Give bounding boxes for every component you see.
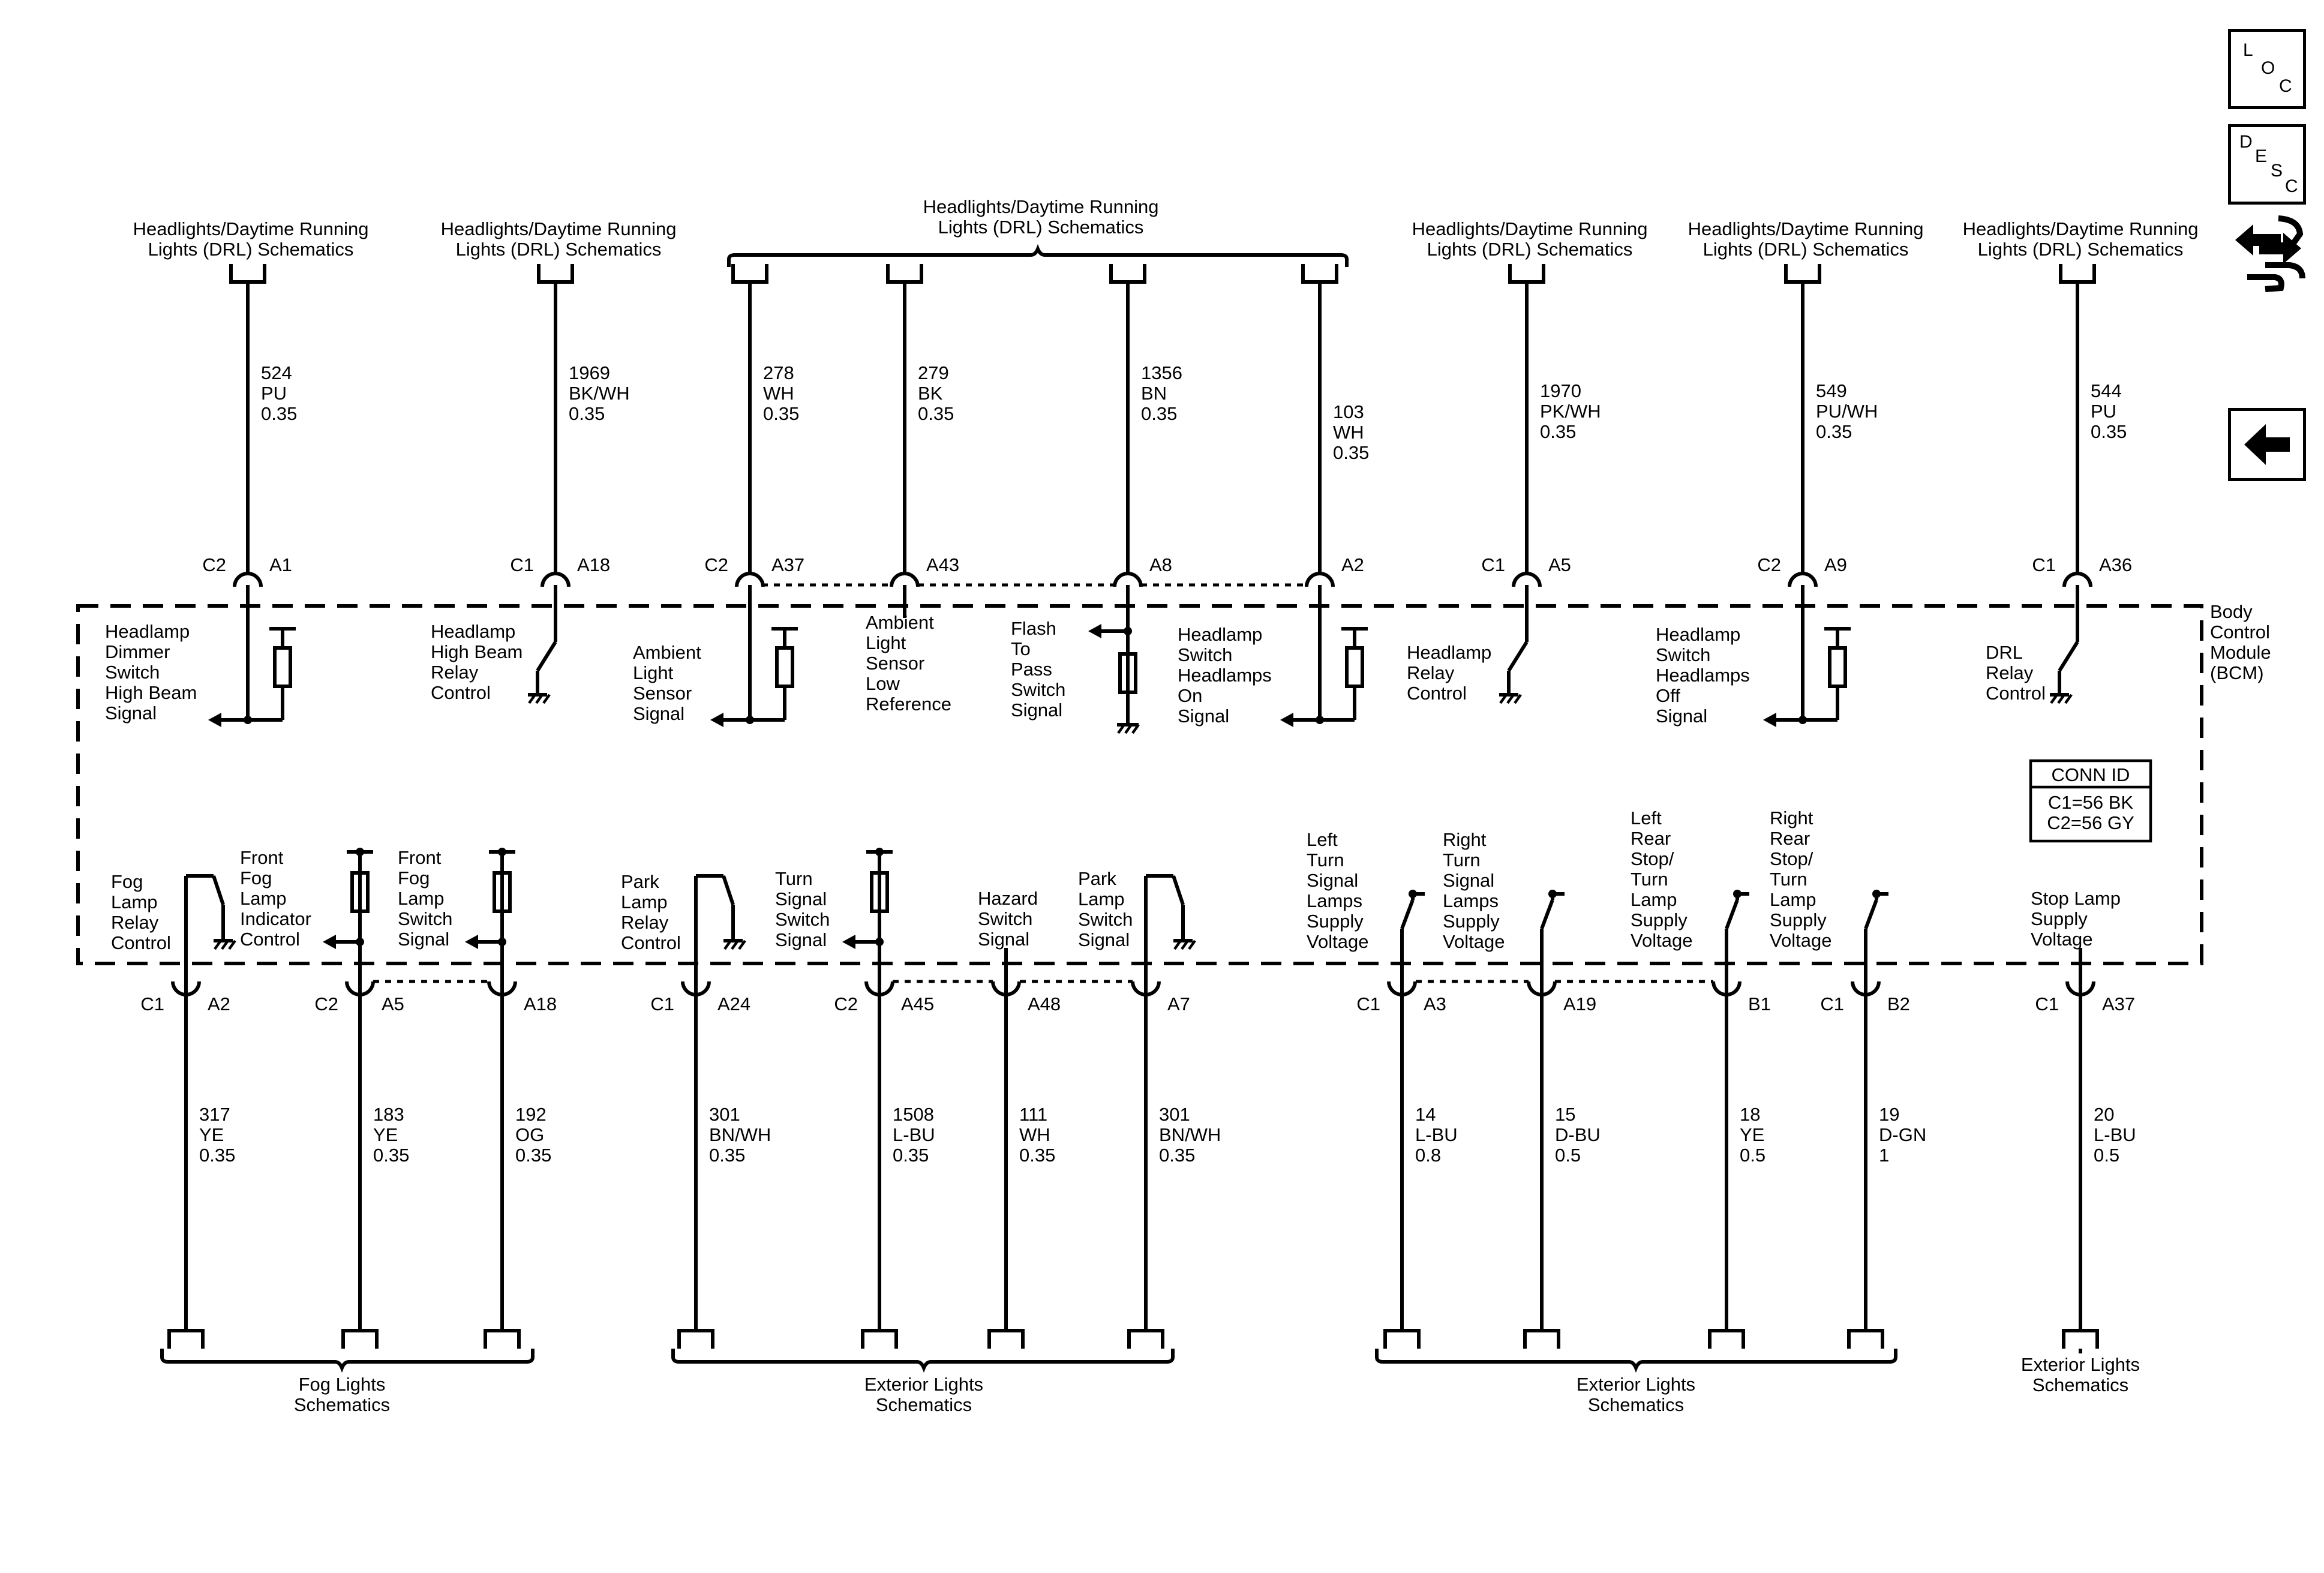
function-label: Lamp (111, 891, 158, 912)
function-label: Switch (1178, 644, 1233, 665)
wire-color: WH (1019, 1124, 1050, 1145)
circuit-number: 278 (763, 362, 794, 383)
wire-gauge: 0.35 (1159, 1145, 1196, 1166)
input-arrow (710, 713, 723, 727)
function-label: Voltage (1307, 931, 1369, 952)
connector-id: C2 (704, 554, 728, 575)
wire-gauge: 0.35 (1141, 403, 1178, 424)
function-label: Lamp (621, 891, 668, 912)
wire-gauge: 0.5 (1555, 1145, 1581, 1166)
function-label: Lamp (240, 888, 287, 909)
bottom-group-brace (1377, 1349, 1896, 1368)
function-label: Signal (1178, 706, 1230, 727)
section-title: Headlights/Daytime Running (923, 196, 1159, 217)
bottom-terminal (1849, 1331, 1882, 1349)
function-label: Signal (775, 888, 827, 909)
wire-color: PU (261, 383, 287, 404)
function-label: Lamp (1770, 889, 1816, 910)
function-label: Control (1407, 683, 1467, 704)
section-title: Headlights/Daytime Running (1412, 218, 1648, 239)
function-label: Off (1656, 685, 1680, 706)
section-title: Lights (DRL) Schematics (1427, 239, 1633, 260)
top-connector (1514, 574, 1540, 587)
function-label: Headlamp (1656, 624, 1741, 645)
loc-letter-o: O (2261, 58, 2275, 78)
function-label: Ambient (633, 642, 701, 663)
function-label: Left (1631, 807, 1662, 828)
function-label: Hazard (978, 888, 1038, 909)
top-connector (1115, 574, 1141, 587)
module-name: Body (2210, 601, 2253, 622)
pin-id: A18 (524, 993, 557, 1014)
top-terminal (2061, 264, 2094, 282)
wire-color: BN/WH (1159, 1124, 1221, 1145)
switch-blade (1727, 900, 1737, 929)
pin-id: B2 (1887, 993, 1910, 1014)
top-connector (737, 574, 763, 587)
bottom-terminal (1129, 1331, 1163, 1349)
wire-color: BN (1141, 383, 1167, 404)
circuit-number: 301 (1159, 1104, 1190, 1125)
function-label: Low (866, 673, 900, 694)
pin-id: A45 (901, 993, 935, 1014)
resistor (1830, 648, 1845, 686)
wire-gauge: 0.35 (2091, 421, 2127, 442)
function-label: Rear (1770, 828, 1810, 849)
function-label: Headlamps (1178, 665, 1272, 686)
location-button[interactable] (2228, 29, 2306, 109)
wire-gauge: 0.35 (1540, 421, 1577, 442)
bottom-group-brace (673, 1349, 1173, 1368)
function-label: Relay (111, 912, 159, 933)
function-label: Supply (1770, 909, 1827, 930)
top-terminal (888, 264, 921, 282)
input-arrow (1763, 713, 1776, 727)
function-label: Signal (1443, 870, 1495, 891)
function-label: Control (111, 932, 171, 953)
function-label: Headlamp (105, 621, 190, 642)
function-label: Stop/ (1631, 848, 1674, 869)
section-title: Lights (DRL) Schematics (1977, 239, 2184, 260)
function-label: Control (1986, 683, 2046, 704)
connector-id: C1 (510, 554, 534, 575)
function-label: Fog (111, 871, 143, 892)
circuit-number: 1970 (1540, 380, 1581, 401)
pin-id: A2 (1341, 554, 1364, 575)
bottom-terminal (679, 1331, 713, 1349)
function-label: Turn (1443, 849, 1481, 870)
function-label: Lamp (1078, 888, 1125, 909)
function-label: Left (1307, 829, 1338, 850)
input-arrow (1280, 713, 1293, 727)
function-label: High Beam (431, 641, 523, 662)
section-title: Lights (DRL) Schematics (938, 217, 1144, 238)
top-connector (891, 574, 918, 587)
top-terminal (1111, 264, 1145, 282)
function-label: To (1011, 638, 1031, 659)
pin-id: A19 (1563, 993, 1597, 1014)
connector-id: C1 (140, 993, 164, 1014)
circuit-number: 14 (1415, 1104, 1436, 1125)
switch-blade (1866, 900, 1876, 929)
function-label: Signal (398, 929, 450, 950)
circuit-number: 15 (1555, 1104, 1576, 1125)
group-title: Schematics (2032, 1374, 2129, 1395)
top-terminal (1303, 264, 1337, 282)
circuit-number: 544 (2091, 380, 2122, 401)
function-label: Voltage (1443, 931, 1505, 952)
wire-gauge: 0.35 (199, 1145, 236, 1166)
bcm-module (78, 606, 2202, 963)
function-label: Lamps (1443, 890, 1499, 911)
function-label: Supply (2031, 908, 2088, 929)
function-label: Signal (1011, 700, 1063, 721)
circuit-number: 549 (1816, 380, 1847, 401)
description-button[interactable] (2228, 124, 2306, 205)
function-label: Signal (1078, 929, 1130, 950)
function-label: Front (398, 847, 442, 868)
function-label: Lamp (398, 888, 445, 909)
function-label: Signal (1656, 706, 1708, 727)
function-label: Light (866, 632, 906, 653)
group-title: Fog Lights (298, 1374, 386, 1395)
wire-color: L-BU (1415, 1124, 1458, 1145)
module-name: Control (2210, 622, 2270, 643)
relay-blade (214, 876, 223, 905)
function-label: Voltage (1631, 930, 1693, 951)
function-label: Ambient (866, 612, 934, 633)
function-label: Signal (978, 929, 1030, 950)
wire-color: BK (918, 383, 943, 404)
function-label: Headlamp (1178, 624, 1263, 645)
bottom-terminal (343, 1331, 377, 1349)
function-label: Supply (1307, 911, 1364, 932)
wire-color: WH (1333, 422, 1364, 443)
function-label: Park (1078, 868, 1116, 889)
pin-id: A2 (208, 993, 230, 1014)
top-terminal (231, 264, 265, 282)
switch-blade (538, 642, 556, 671)
top-terminal (539, 264, 572, 282)
function-label: Turn (1770, 869, 1807, 890)
relay-blade (1173, 876, 1183, 905)
function-label: Headlamp (1407, 642, 1492, 663)
function-label: Stop Lamp (2031, 888, 2121, 909)
function-label: Relay (621, 912, 669, 933)
conn-id-c1: C1=56 BK (2047, 792, 2134, 813)
desc-letter-s: S (2271, 161, 2283, 181)
circuit-number: 1969 (569, 362, 610, 383)
connector-id: C1 (1356, 993, 1380, 1014)
top-terminal (1510, 264, 1544, 282)
wire-color: D-GN (1879, 1124, 1927, 1145)
connector-id: C2 (1757, 554, 1781, 575)
function-label: Fog (398, 867, 430, 888)
relay-blade (723, 876, 733, 905)
pin-id: A37 (2102, 993, 2136, 1014)
pin-id: A5 (382, 993, 404, 1014)
connector-icon[interactable] (2223, 211, 2313, 295)
function-label: Voltage (2031, 929, 2093, 950)
function-label: Control (431, 682, 491, 703)
switch-blade (1402, 900, 1413, 929)
function-label: Pass (1011, 659, 1052, 680)
function-label: Fog (240, 867, 272, 888)
section-title: Headlights/Daytime Running (1962, 218, 2199, 239)
wire-color: D-BU (1555, 1124, 1601, 1145)
function-label: Signal (105, 703, 157, 724)
wire-gauge: 0.35 (515, 1145, 552, 1166)
function-label: Front (240, 847, 284, 868)
pin-id: A9 (1824, 554, 1847, 575)
wire-gauge: 0.8 (1415, 1145, 1442, 1166)
circuit-number: 20 (2094, 1104, 2115, 1125)
loc-letter-c: C (2279, 76, 2292, 96)
function-label: On (1178, 685, 1203, 706)
wire-color: YE (373, 1124, 398, 1145)
top-terminal (733, 264, 767, 282)
circuit-number: 18 (1740, 1104, 1761, 1125)
connector-id: C1 (2035, 993, 2059, 1014)
loc-letter-l: L (2243, 40, 2253, 60)
wire-gauge: 1 (1879, 1145, 1890, 1166)
conn-id-c2: C2=56 GY (2047, 812, 2134, 833)
function-label: Turn (1631, 869, 1668, 890)
pin-id: A24 (717, 993, 751, 1014)
wire-color: YE (1740, 1124, 1765, 1145)
top-connector (235, 574, 261, 587)
pin-id: B1 (1748, 993, 1771, 1014)
function-label: Signal (633, 703, 685, 724)
bottom-terminal (485, 1331, 519, 1349)
function-label: Signal (775, 929, 827, 950)
group-title: Schematics (293, 1394, 391, 1415)
desc-letter-c: C (2285, 176, 2298, 196)
wire-color: BK/WH (569, 383, 630, 404)
back-button[interactable] (2228, 408, 2306, 481)
connector-id: C2 (834, 993, 858, 1014)
function-label: Turn (1307, 849, 1344, 870)
input-arrow (1088, 624, 1101, 638)
function-label: Right (1443, 829, 1487, 850)
pin-id: A3 (1424, 993, 1446, 1014)
wire-color: L-BU (893, 1124, 935, 1145)
circuit-number: 19 (1879, 1104, 1900, 1125)
wire-color: PK/WH (1540, 401, 1601, 422)
function-label: Relay (1407, 662, 1455, 683)
switch-blade (2059, 642, 2077, 671)
function-label: Reference (866, 694, 952, 715)
connector-id: C1 (2032, 554, 2056, 575)
circuit-number: 103 (1333, 401, 1364, 422)
top-connector (1307, 574, 1333, 587)
conn-id-title: CONN ID (2051, 764, 2130, 785)
connector-id: C2 (314, 993, 338, 1014)
circuit-number: 524 (261, 362, 292, 383)
bottom-terminal (863, 1331, 896, 1349)
function-label: Switch (978, 908, 1033, 929)
pin-id: A43 (926, 554, 960, 575)
module-border (78, 606, 2202, 963)
circuit-number: 279 (918, 362, 949, 383)
function-label: Signal (1307, 870, 1359, 891)
wire-gauge: 0.5 (2094, 1145, 2120, 1166)
top-connector (542, 574, 569, 587)
switch-blade (1542, 900, 1553, 929)
function-label: High Beam (105, 682, 197, 703)
function-label: Switch (105, 662, 160, 683)
wire-color: YE (199, 1124, 224, 1145)
circuit-number: 111 (1019, 1104, 1048, 1125)
function-label: Supply (1631, 909, 1688, 930)
wire-gauge: 0.5 (1740, 1145, 1766, 1166)
wire-gauge: 0.35 (1816, 421, 1852, 442)
function-label: Lamps (1307, 890, 1363, 911)
function-label: Indicator (240, 908, 311, 929)
function-label: Switch (398, 908, 453, 929)
input-arrow (465, 935, 478, 949)
function-label: Switch (1656, 644, 1711, 665)
function-label: Relay (1986, 662, 2034, 683)
bottom-terminal (1710, 1331, 1743, 1349)
input-arrow (842, 935, 855, 949)
top-group-brace (729, 249, 1347, 267)
switch-blade (1509, 642, 1527, 671)
function-label: Rear (1631, 828, 1671, 849)
bottom-terminal (2064, 1331, 2097, 1349)
input-arrow (323, 935, 336, 949)
function-label: Lamp (1631, 889, 1677, 910)
function-label: DRL (1986, 642, 2023, 663)
function-label: Headlamp (431, 621, 516, 642)
section-title: Lights (DRL) Schematics (148, 239, 354, 260)
function-label: Sensor (633, 683, 692, 704)
section-title: Headlights/Daytime Running (440, 218, 677, 239)
function-label: Sensor (866, 653, 925, 674)
bottom-group-brace (162, 1349, 533, 1368)
wire-gauge: 0.35 (373, 1145, 410, 1166)
function-label: Park (621, 871, 659, 892)
bottom-terminal (169, 1331, 203, 1349)
function-label: Control (240, 929, 300, 950)
resistor (275, 648, 290, 686)
labels (105, 196, 2271, 1415)
connector-id: C1 (650, 993, 674, 1014)
wire-color: PU/WH (1816, 401, 1878, 422)
module-name: (BCM) (2210, 662, 2264, 683)
module-name: Module (2210, 642, 2271, 663)
input-arrow (208, 713, 221, 727)
function-label: Light (633, 662, 674, 683)
bottom-terminal (1525, 1331, 1559, 1349)
function-label: Control (621, 932, 681, 953)
group-title: Exterior Lights (864, 1374, 984, 1395)
function-label: Headlamps (1656, 665, 1750, 686)
section-title: Headlights/Daytime Running (1688, 218, 1924, 239)
circuit-number: 317 (199, 1104, 230, 1125)
function-label: Voltage (1770, 930, 1832, 951)
resistor (1347, 648, 1362, 686)
section-title: Headlights/Daytime Running (133, 218, 369, 239)
back-arrow-icon (2231, 411, 2303, 478)
pin-id: A1 (269, 554, 292, 575)
wire-color: BN/WH (709, 1124, 771, 1145)
desc-letter-d: D (2239, 132, 2253, 152)
section-title: Lights (DRL) Schematics (1703, 239, 1909, 260)
wire-color: PU (2091, 401, 2117, 422)
pin-id: A7 (1167, 993, 1190, 1014)
circuit-number: 301 (709, 1104, 740, 1125)
wire-gauge: 0.35 (709, 1145, 746, 1166)
function-label: Switch (1078, 909, 1133, 930)
function-label: Supply (1443, 911, 1500, 932)
function-label: Switch (775, 909, 830, 930)
group-title: Schematics (1587, 1394, 1685, 1415)
wire-gauge: 0.35 (1019, 1145, 1056, 1166)
circuit-number: 1356 (1141, 362, 1182, 383)
resistor (777, 648, 792, 686)
wire-gauge: 0.35 (1333, 442, 1370, 463)
group-title: Schematics (875, 1394, 972, 1415)
wire-gauge: 0.35 (893, 1145, 929, 1166)
wire-color: L-BU (2094, 1124, 2136, 1145)
function-label: Right (1770, 807, 1813, 828)
bottom-terminal (989, 1331, 1023, 1349)
wire-color: OG (515, 1124, 545, 1145)
function-label: Turn (775, 868, 813, 889)
top-terminal (1786, 264, 1819, 282)
circuit-number: 1508 (893, 1104, 934, 1125)
connector-id: C2 (202, 554, 226, 575)
wire-color: WH (763, 383, 794, 404)
pin-id: A48 (1028, 993, 1061, 1014)
function-label: Switch (1011, 679, 1066, 700)
function-label: Flash (1011, 618, 1056, 639)
pin-id: A18 (577, 554, 611, 575)
pin-id: A5 (1548, 554, 1571, 575)
wire-gauge: 0.35 (763, 403, 800, 424)
pin-id: A37 (771, 554, 805, 575)
function-label: Dimmer (105, 641, 170, 662)
circuit-number: 183 (373, 1104, 404, 1125)
bottom-terminal (1385, 1331, 1419, 1349)
desc-letter-e: E (2255, 146, 2268, 166)
top-connector (2064, 574, 2091, 587)
connector-id: C1 (1820, 993, 1844, 1014)
function-label: Relay (431, 662, 479, 683)
connector-id: C1 (1481, 554, 1505, 575)
top-connector (1789, 574, 1816, 587)
pin-id: A8 (1149, 554, 1172, 575)
wire-gauge: 0.35 (569, 403, 605, 424)
group-title: Exterior Lights (1576, 1374, 1696, 1395)
group-title: Exterior Lights (2020, 1354, 2140, 1375)
circuit-number: 192 (515, 1104, 547, 1125)
pin-id: A36 (2099, 554, 2133, 575)
section-title: Lights (DRL) Schematics (455, 239, 662, 260)
wire-gauge: 0.35 (918, 403, 954, 424)
function-label: Stop/ (1770, 848, 1813, 869)
wire-gauge: 0.35 (261, 403, 298, 424)
